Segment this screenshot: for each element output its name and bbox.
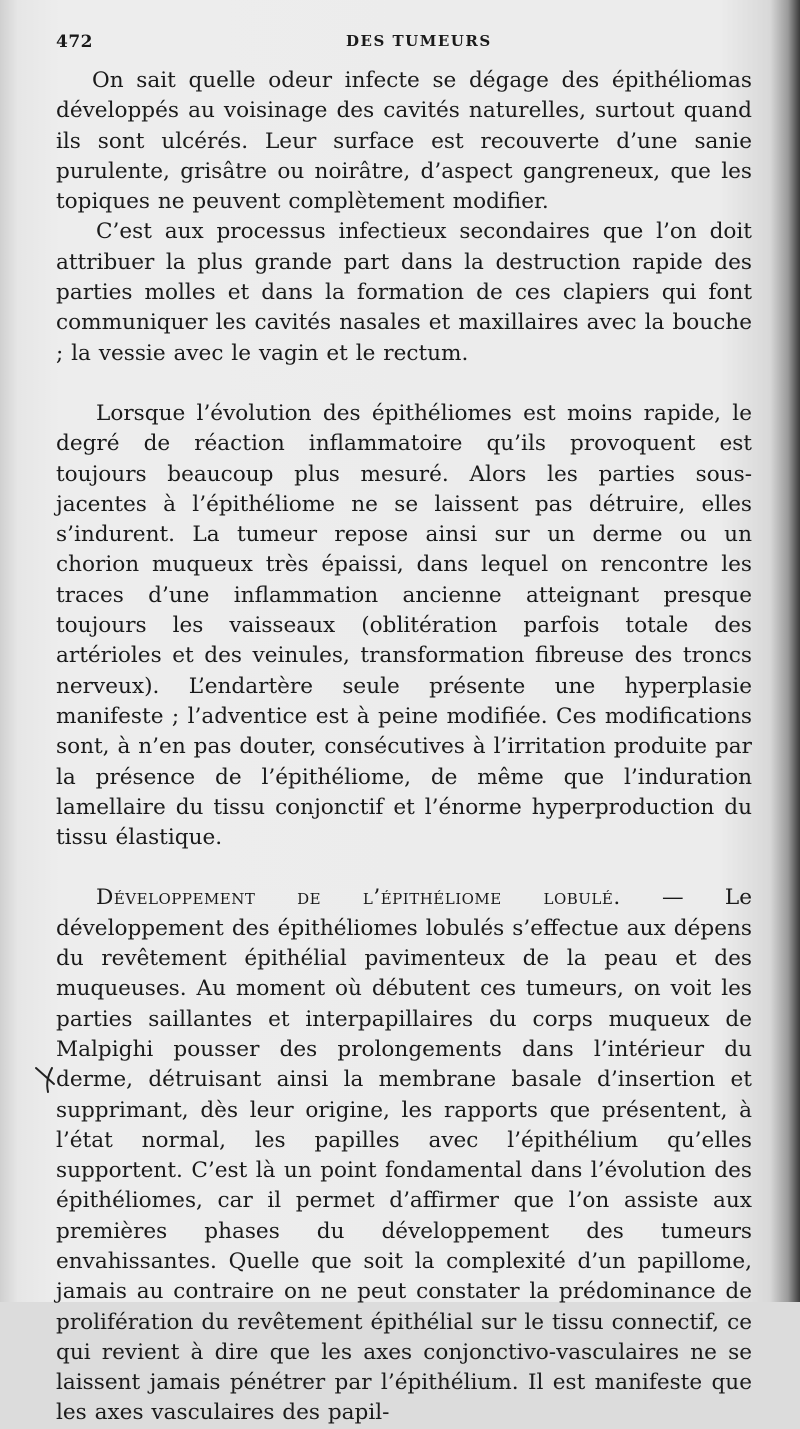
page-number: 472: [56, 32, 93, 52]
page-header: [56, 32, 760, 54]
paragraph-development: [56, 883, 752, 1428]
paragraph-infection: C’est aux processus infectieux secondaires que l’on doit attribuer la plus grande part dans la destruction rapide des parties molles et dans la formation de ces clapiers qui font communiquer les cavités nasales et maxillaires avec la bouche ; la vessie avec le vagin et le rectum.: [56, 219, 752, 366]
running-title: DES TUMEURS: [346, 32, 492, 50]
section-heading: Développement de l’épithéliome lobulé.: [96, 885, 621, 911]
paragraph-odor: On sait quelle odeur infecte se dégage des épithéliomas développés au voisinage des cavités naturelles, surtout quand ils sont ulcérés. Leur surface est recouverte d’une sanie purulente, grisâtre ou noirâtre, d’aspect gangreneux, que les topiques ne peuvent complètement modifier.: [56, 68, 752, 215]
handwritten-cross-mark-icon: [30, 1062, 64, 1096]
paragraph-gap: [56, 369, 752, 399]
paragraph-gap: [56, 853, 752, 883]
paragraph-slow-evolution: Lorsque l’évolution des épithéliomes est moins rapide, le degré de réaction inflammatoire qu’ils provoquent est toujours beaucoup plus mesuré. Alors les parties sous-jacentes à l’épithéliome ne se laissent pas détruire, elles s’indurent. La tumeur repose ainsi sur un derme ou un chorion muqueux très épaissi, dans lequel on rencontre les traces d’une inflammation ancienne atteignant presque toujours les vaisseaux (oblitération parfois totale des artérioles et des veinules, transformation fibreuse des troncs nerveux). L’endartère seule présente une hyperplasie manifeste ; l’adventice est à peine modifiée. Ces modifications sont, à n’en pas douter, consécutives à l’irritation produite par la présence de l’épithéliome, de même que l’induration lamellaire du tissu conjonctif et l’énorme hyperproduction du tissu élastique.: [56, 400, 752, 851]
body-text: [56, 66, 752, 1429]
section-body: — Le développement des épithéliomes lobulés s’effectue aux dépens du revêtement épithélial pavimenteux de la peau et des muqueuses. Au moment où débutent ces tumeurs, on voit les parties saillantes et interpapillaires du corps muqueux de Malpighi pousser des prolongements dans l’intérieur du derme, détruisant ainsi la membrane basale d’insertion et supprimant, dès leur origine, les rapports que présentent, à l’état normal, les papilles avec l’épithélium qu’elles supportent. C’est là un point fondamental dans l’évolution des épithéliomes, car il permet d’affirmer que l’on assiste aux premières phases du développement des tumeurs envahissantes. Quelle que soit la complexité d’un papillome, jamais au contraire on ne peut constater la prédominance de prolifération du revêtement épithélial sur le tissu connectif, ce qui revient à dire que les axes conjonctivo-vasculaires ne se laissent jamais pénétrer par l’épithélium. Il est manifeste que les axes vasculaires des papil-: [56, 885, 752, 1426]
